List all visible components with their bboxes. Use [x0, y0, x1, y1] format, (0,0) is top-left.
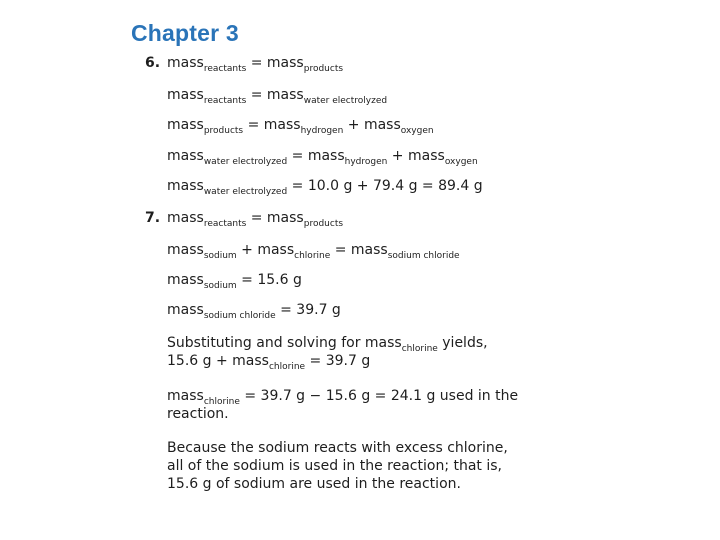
p7-substituting-line-2: 15.6 g + mass$_{chlorine}$ = 39.7 g	[167, 353, 371, 372]
p7-result-line-1: mass$_{chlorine}$ = 39.7 g − 15.6 g = 24.1 g used in the	[167, 388, 519, 407]
p7-conclusion-line-1: Because the sodium reacts with excess chlorine,	[167, 440, 508, 456]
p7-substituting-paragraph	[167, 334, 488, 370]
p7-equation-3: mass$_{sodium}$ = 15.6 g	[167, 272, 302, 291]
p6-equation-2: mass$_{reactants}$ = mass$_{water electrolyzed}$	[167, 87, 388, 106]
p6-equation-4: mass$_{water electrolyzed}$ = mass$_{hydrogen}$ + mass$_{oxygen}$	[167, 148, 478, 167]
p7-substituting-line-1: Substituting and solving for mass$_{chlorine}$ yields,	[167, 335, 488, 354]
p6-equation-5: mass$_{water electrolyzed}$ = 10.0 g + 79.4 g = 89.4 g	[167, 178, 483, 197]
chapter-title: Chapter 3	[131, 20, 239, 46]
p7-conclusion-paragraph	[167, 439, 508, 493]
p7-equation-4: mass$_{sodium chloride}$ = 39.7 g	[167, 302, 341, 321]
p6-equation-3: mass$_{products}$ = mass$_{hydrogen}$ + mass$_{oxygen}$	[167, 117, 434, 136]
p7-equation-1: mass$_{reactants}$ = mass$_{products}$	[167, 210, 344, 229]
p7-conclusion-line-2: all of the sodium is used in the reaction; that is,	[167, 458, 503, 474]
p7-result-line-2: reaction.	[167, 406, 229, 422]
problem-7-number: 7.	[145, 210, 161, 226]
p6-equation-1: mass$_{reactants}$ = mass$_{products}$	[167, 55, 344, 74]
p7-conclusion-line-3: 15.6 g of sodium are used in the reaction.	[167, 476, 461, 492]
p7-result-paragraph	[167, 387, 518, 423]
problem-6-number: 6.	[145, 55, 161, 71]
p7-equation-2: mass$_{sodium}$ + mass$_{chlorine}$ = mass$_{sodium chloride}$	[167, 242, 460, 261]
